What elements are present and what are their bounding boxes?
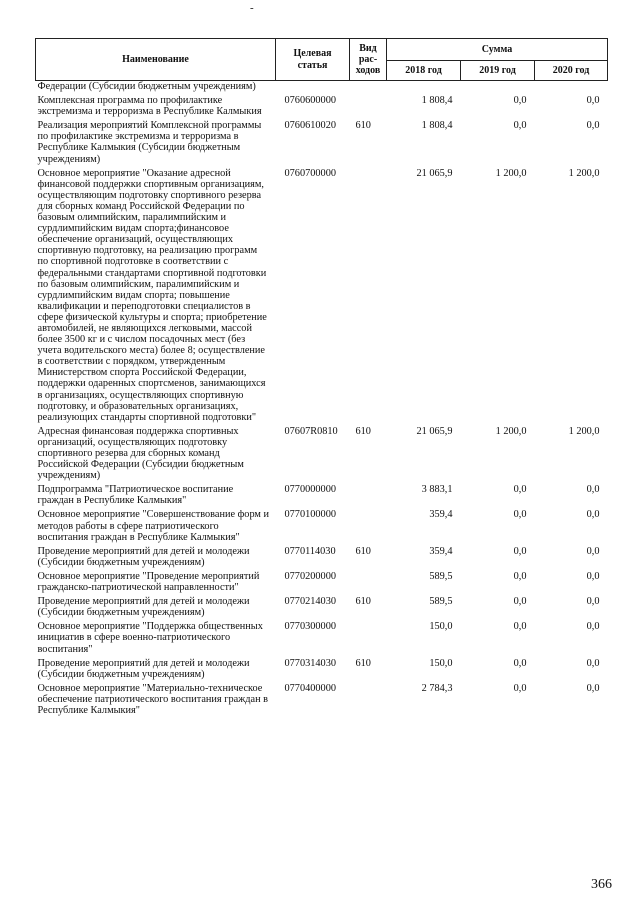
row-sum-2020: 0,0 <box>586 509 600 521</box>
row-target-article <box>276 81 350 96</box>
row-sum-2018: 150,0 <box>429 657 453 669</box>
row-expense-kind: 610 <box>355 545 371 557</box>
budget-table <box>35 38 608 719</box>
row-target-article: 0770314030 <box>284 657 336 669</box>
table-header <box>36 39 608 81</box>
row-sum-2020: 0,0 <box>586 120 600 132</box>
table-row <box>36 509 608 545</box>
header-sum: Сумма <box>387 39 608 61</box>
row-sum-2019: 0,0 <box>513 596 527 608</box>
row-sum-2019: 0,0 <box>513 484 527 496</box>
table-row <box>36 95 608 120</box>
table-row <box>36 546 608 571</box>
table-row <box>36 658 608 683</box>
row-target-article: 0760610020 <box>284 120 336 132</box>
row-expense-kind <box>350 571 387 596</box>
row-sum-2020: 0,0 <box>586 95 600 107</box>
row-expense-kind <box>350 621 387 657</box>
row-sum-2020: 0,0 <box>586 682 600 694</box>
row-sum-2018: 589,5 <box>429 596 453 608</box>
row-target-article: 07607R0810 <box>284 425 338 437</box>
row-sum-2020: 0,0 <box>586 484 600 496</box>
row-expense-kind <box>350 81 387 96</box>
row-expense-kind <box>350 683 387 719</box>
header-name: Наименование <box>36 39 276 81</box>
table-row <box>36 596 608 621</box>
row-name: Основное мероприятие "Проведение мероприятий гражданско-патриотической направленности" <box>37 570 260 594</box>
table-row <box>36 621 608 657</box>
row-name: Проведение мероприятий для детей и молодежи (Субсидии бюджетным учреждениям) <box>37 596 250 619</box>
row-sum-2018: 21 065,9 <box>416 167 453 179</box>
row-target-article: 0770100000 <box>284 509 336 521</box>
row-name: Реализация мероприятий Комплексной программы по профилактике экстремизма и терроризма в Республике Калмыкия (Субсидии бюджетным учреждениям) <box>37 120 262 165</box>
row-sum-2019: 0,0 <box>513 682 527 694</box>
table-body <box>36 81 608 720</box>
row-target-article: 0770000000 <box>284 484 336 496</box>
row-name: Комплексная программа по профилактике экстремизма и терроризма в Республике Калмыкия <box>37 95 262 118</box>
row-sum-2018: 21 065,9 <box>416 425 453 437</box>
row-target-article: 0770214030 <box>284 596 336 608</box>
row-name: Проведение мероприятий для детей и молодежи (Субсидии бюджетным учреждениям) <box>37 657 250 680</box>
row-name: Основное мероприятие "Материально-техническое обеспечение патриотического воспитания граждан в Республике Калмыкия" <box>37 682 269 716</box>
row-target-article: 0770114030 <box>284 545 336 557</box>
row-expense-kind: 610 <box>355 596 371 608</box>
row-expense-kind <box>350 509 387 545</box>
row-name: Основное мероприятие "Совершенствование форм и методов работы в сфере патриотического воспитания граждан в Республике Калмыкия" <box>37 509 270 543</box>
row-name: Проведение мероприятий для детей и молодежи (Субсидии бюджетным учреждениям) <box>37 545 250 568</box>
row-target-article: 0760600000 <box>284 95 336 107</box>
row-expense-kind: 610 <box>355 657 371 669</box>
row-expense-kind: 610 <box>355 120 371 132</box>
row-sum-2019: 0,0 <box>513 545 527 557</box>
header-target-article: Целевая статья <box>276 39 350 81</box>
row-target-article: 0770400000 <box>284 682 336 694</box>
row-sum-2019: 1 200,0 <box>495 425 527 437</box>
table-row <box>36 426 608 484</box>
row-sum-2018: 359,4 <box>429 545 453 557</box>
row-sum-2018: 3 883,1 <box>421 484 453 496</box>
table-row <box>36 168 608 426</box>
table-row <box>36 81 608 96</box>
row-name: Основное мероприятие "Поддержка общественных инициатив в сфере военно-патриотического воспитания" <box>37 621 263 655</box>
row-target-article: 0760700000 <box>284 167 336 179</box>
row-sum-2020: 0,0 <box>586 657 600 669</box>
row-sum-2019: 0,0 <box>513 95 527 107</box>
row-sum-2020: 0,0 <box>586 545 600 557</box>
row-target-article: 0770300000 <box>284 621 336 633</box>
row-sum-2018: 359,4 <box>429 509 453 521</box>
header-mark: - <box>250 2 254 14</box>
row-sum-2018: 2 784,3 <box>421 682 453 694</box>
header-year-2018: 2018 год <box>387 61 461 81</box>
row-sum-2018: 1 808,4 <box>421 120 453 132</box>
row-expense-kind: 610 <box>355 425 371 437</box>
row-sum-2020: 1 200,0 <box>568 425 600 437</box>
row-sum-2018: 589,5 <box>429 570 453 582</box>
row-sum-2020 <box>535 81 608 96</box>
row-sum-2020: 0,0 <box>586 570 600 582</box>
row-sum-2019: 0,0 <box>513 621 527 633</box>
row-sum-2020: 1 200,0 <box>568 167 600 179</box>
row-expense-kind <box>350 484 387 509</box>
row-expense-kind <box>350 168 387 426</box>
row-sum-2019 <box>461 81 535 96</box>
header-year-2019: 2019 год <box>461 61 535 81</box>
row-sum-2018: 150,0 <box>429 621 453 633</box>
row-sum-2018: 1 808,4 <box>421 95 453 107</box>
row-sum-2018 <box>387 81 461 96</box>
row-sum-2019: 1 200,0 <box>495 167 527 179</box>
page-number: 366 <box>591 877 612 892</box>
table-row <box>36 571 608 596</box>
table-row <box>36 484 608 509</box>
row-name: Основное мероприятие "Оказание адресной финансовой поддержки спортивным организациям, осуществляющим подготовку спортивного резерва для сборных команд Российской Федерации по базовым олимпийским, паралимпийским и сурдлимпийским видам спорта;финансовое обеспечение организаций, осуществляющих спортивную подготовку, на реализацию программ по спортивной подготовке в соответствии с федеральными стандартами спортивной подготовки по базовым олимпийским, паралимпийским и сурдлимпийским видам спорта; повышение квалификации и переподготовки специалистов в сфере физической культуры и спорта; приобретение автомобилей, не являющихся легковыми, массой более 3500 кг и с числом посадочных мест (без учета водительского места) более 8; осуществление в соответствии с порядком, утвержденным Министерством спорта Российской Федерации, поддержки одаренных спортсменов, занимающихся в организациях, осуществляющих спортивную подготовку, и образовательных организациях, реализующих стандарты спортивной подготовки" <box>37 167 267 423</box>
budget-table-container <box>35 38 607 719</box>
row-name: Федерации (Субсидии бюджетным учреждениям) <box>37 81 256 92</box>
row-name: Адресная финансовая поддержка спортивных организаций, осуществляющих подготовку спортивного резерва для сборных команд Российской Федерации (Субсидии бюджетным учреждениям) <box>37 425 244 482</box>
row-sum-2019: 0,0 <box>513 509 527 521</box>
row-sum-2019: 0,0 <box>513 120 527 132</box>
table-row <box>36 120 608 167</box>
row-name: Подпрограмма "Патриотическое воспитание граждан в Республике Калмыкия" <box>37 484 234 507</box>
row-sum-2020: 0,0 <box>586 621 600 633</box>
row-expense-kind <box>350 95 387 120</box>
row-sum-2019: 0,0 <box>513 657 527 669</box>
row-sum-2019: 0,0 <box>513 570 527 582</box>
row-target-article: 0770200000 <box>284 570 336 582</box>
header-expense-kind: Вид рас-ходов <box>350 39 387 81</box>
table-row <box>36 683 608 719</box>
row-sum-2020: 0,0 <box>586 596 600 608</box>
header-year-2020: 2020 год <box>535 61 608 81</box>
